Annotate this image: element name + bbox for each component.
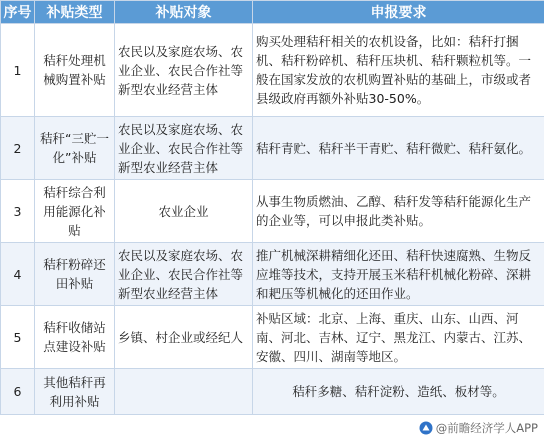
header-type: 补贴类型 — [35, 1, 115, 24]
cell-seq: 3 — [1, 180, 35, 243]
cell-seq: 6 — [1, 369, 35, 415]
cell-target: 农业企业 — [115, 180, 253, 243]
cell-seq: 5 — [1, 306, 35, 369]
cell-requirement: 推广机械深耕精细化还田、秸秆快速腐熟、生物反应堆等技术，支持开展玉米秸秆机械化粉碎、深耕和耙压等机械化的还田作业。 — [253, 243, 544, 306]
cell-type: 其他秸秆再利用补贴 — [35, 369, 115, 415]
cell-seq: 1 — [1, 24, 35, 117]
cell-type: 秸秆处理机械购置补贴 — [35, 24, 115, 117]
header-target: 补贴对象 — [115, 1, 253, 24]
cell-target: 乡镇、村企业或经纪人 — [115, 306, 253, 369]
table-row — [1, 243, 544, 306]
cell-seq: 2 — [1, 117, 35, 180]
table-row — [1, 24, 544, 117]
cell-target — [115, 369, 253, 415]
cell-seq: 4 — [1, 243, 35, 306]
watermark — [417, 419, 538, 437]
cell-type: 秸秆粉碎还田补贴 — [35, 243, 115, 306]
cell-requirement: 补贴区域：北京、上海、重庆、山东、山西、河南、河北、吉林、辽宁、黑龙江、内蒙古、江苏、安徽、四川、湖南等地区。 — [253, 306, 544, 369]
cell-requirement: 从事生物质燃油、乙醇、秸秆发等秸秆能源化生产的企业等，可以申报此类补贴。 — [253, 180, 544, 243]
cell-type: 秸秆“三贮一化”补贴 — [35, 117, 115, 180]
cell-target: 农民以及家庭农场、农业企业、农民合作社等新型农业经营主体 — [115, 243, 253, 306]
table-row — [1, 117, 544, 180]
cell-requirement: 秸秆多糖、秸秆淀粉、造纸、板材等。 — [253, 369, 544, 415]
table-row — [1, 369, 544, 415]
header-requirement: 申报要求 — [253, 1, 544, 24]
table-row — [1, 180, 544, 243]
cell-target: 农民以及家庭农场、农业企业、农民合作社等新型农业经营主体 — [115, 24, 253, 117]
qianzhan-logo-icon — [419, 421, 433, 435]
cell-type: 秸秆收储站点建设补贴 — [35, 306, 115, 369]
watermark-text: @前瞻经济学人APP — [435, 421, 538, 435]
cell-requirement: 秸秆青贮、秸秆半干青贮、秸秆微贮、秸秆氨化。 — [253, 117, 544, 180]
cell-target: 农民以及家庭农场、农业企业、农民合作社等新型农业经营主体 — [115, 117, 253, 180]
cell-requirement: 购买处理秸秆相关的农机设备，比如：秸秆打捆机、秸秆粉碎机、秸秆压块机、秸秆颗粒机等。一般在国家发放的农机购置补贴的基础上，市级或者县级政府再额外补贴30-50%。 — [253, 24, 544, 117]
header-seq: 序号 — [1, 1, 35, 24]
table-row — [1, 306, 544, 369]
cell-type: 秸秆综合利用能源化补贴 — [35, 180, 115, 243]
header-row — [1, 1, 544, 24]
